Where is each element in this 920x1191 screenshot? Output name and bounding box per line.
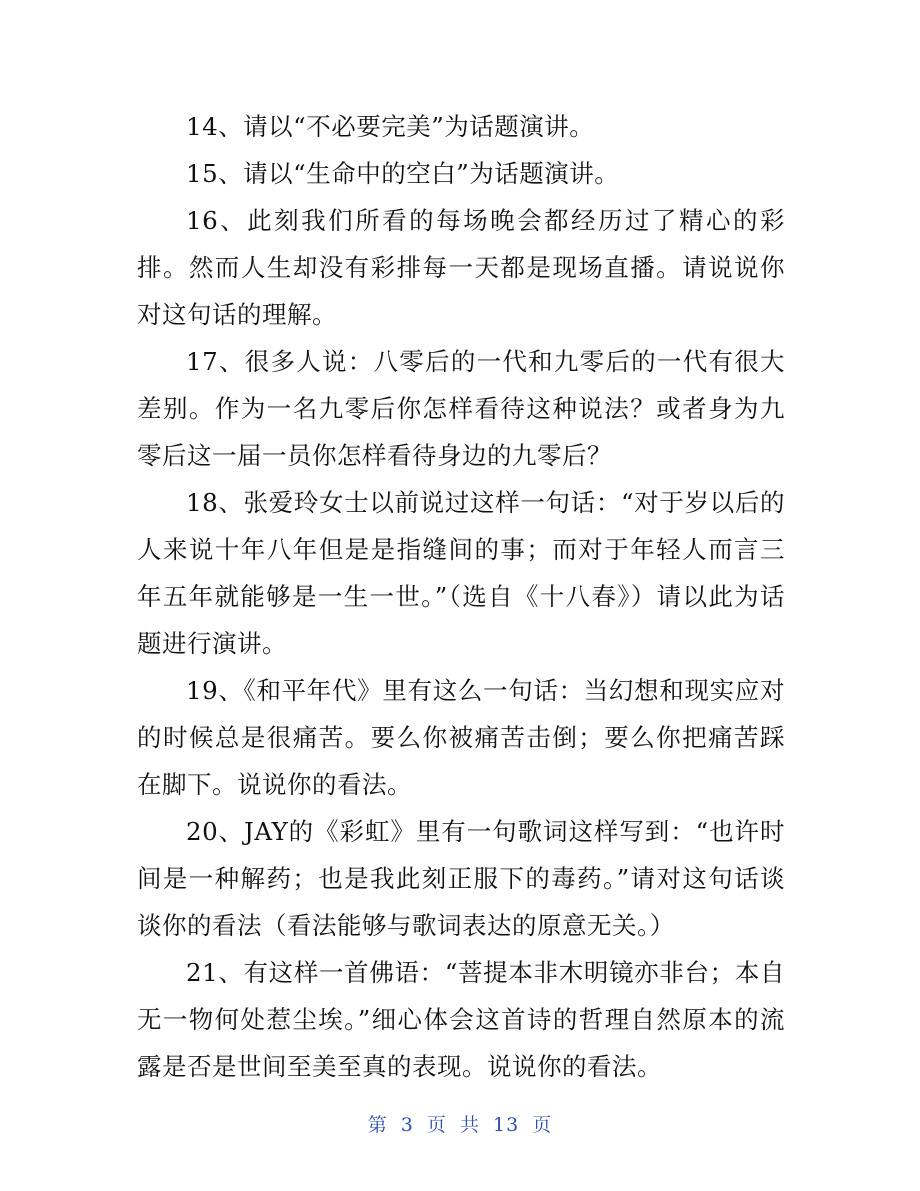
footer-prefix: 第	[367, 1114, 388, 1136]
paragraph-21: 21、有这样一首佛语：“菩提本非木明镜亦非台；本自无一物何处惹尘埃。”细心体会这首诗的哲理自然原本的流露是否是世间至美至真的表现。说说你的看法。	[137, 958, 785, 1081]
footer-total-prefix: 共	[459, 1114, 480, 1136]
footer-current-page: 3	[400, 1114, 414, 1136]
page-footer	[0, 1110, 920, 1137]
paragraph-18: 18、张爱玲女士以前说过这样一句话：“对于岁以后的人来说十年八年但是是指缝间的事；而对于年轻人而言三年五年就能够是一生一世。”（选自《十八春》）请以此为话题进行演讲。	[137, 488, 785, 658]
footer-page-word: 页	[426, 1114, 447, 1136]
paragraph-19: 19、《和平年代》里有这么一句话：当幻想和现实应对的时候总是很痛苦。要么你被痛苦击倒；要么你把痛苦踩在脚下。说说你的看法。	[137, 676, 785, 799]
footer-total-pages: 13	[493, 1114, 520, 1136]
paragraph-15: 15、请以“生命中的空白”为话题演讲。	[186, 159, 620, 188]
paragraph-16: 16、此刻我们所看的每场晚会都经历过了精心的彩排。然而人生却没有彩排每一天都是现场直播。请说说你对这句话的理解。	[137, 206, 785, 329]
paragraph-17: 17、很多人说：八零后的一代和九零后的一代有很大差别。作为一名九零后你怎样看待这种说法？或者身为九零后这一届一员你怎样看待身边的九零后？	[137, 347, 785, 470]
paragraph-20: 20、JAY的《彩虹》里有一句歌词这样写到：“也许时间是一种解药；也是我此刻正服下的毒药。”请对这句话谈谈你的看法（看法能够与歌词表达的原意无关。）	[137, 817, 785, 940]
footer-suffix: 页	[532, 1114, 553, 1136]
document-body	[137, 103, 785, 1090]
paragraph-14: 14、请以“不必要完美”为话题演讲。	[186, 112, 595, 141]
